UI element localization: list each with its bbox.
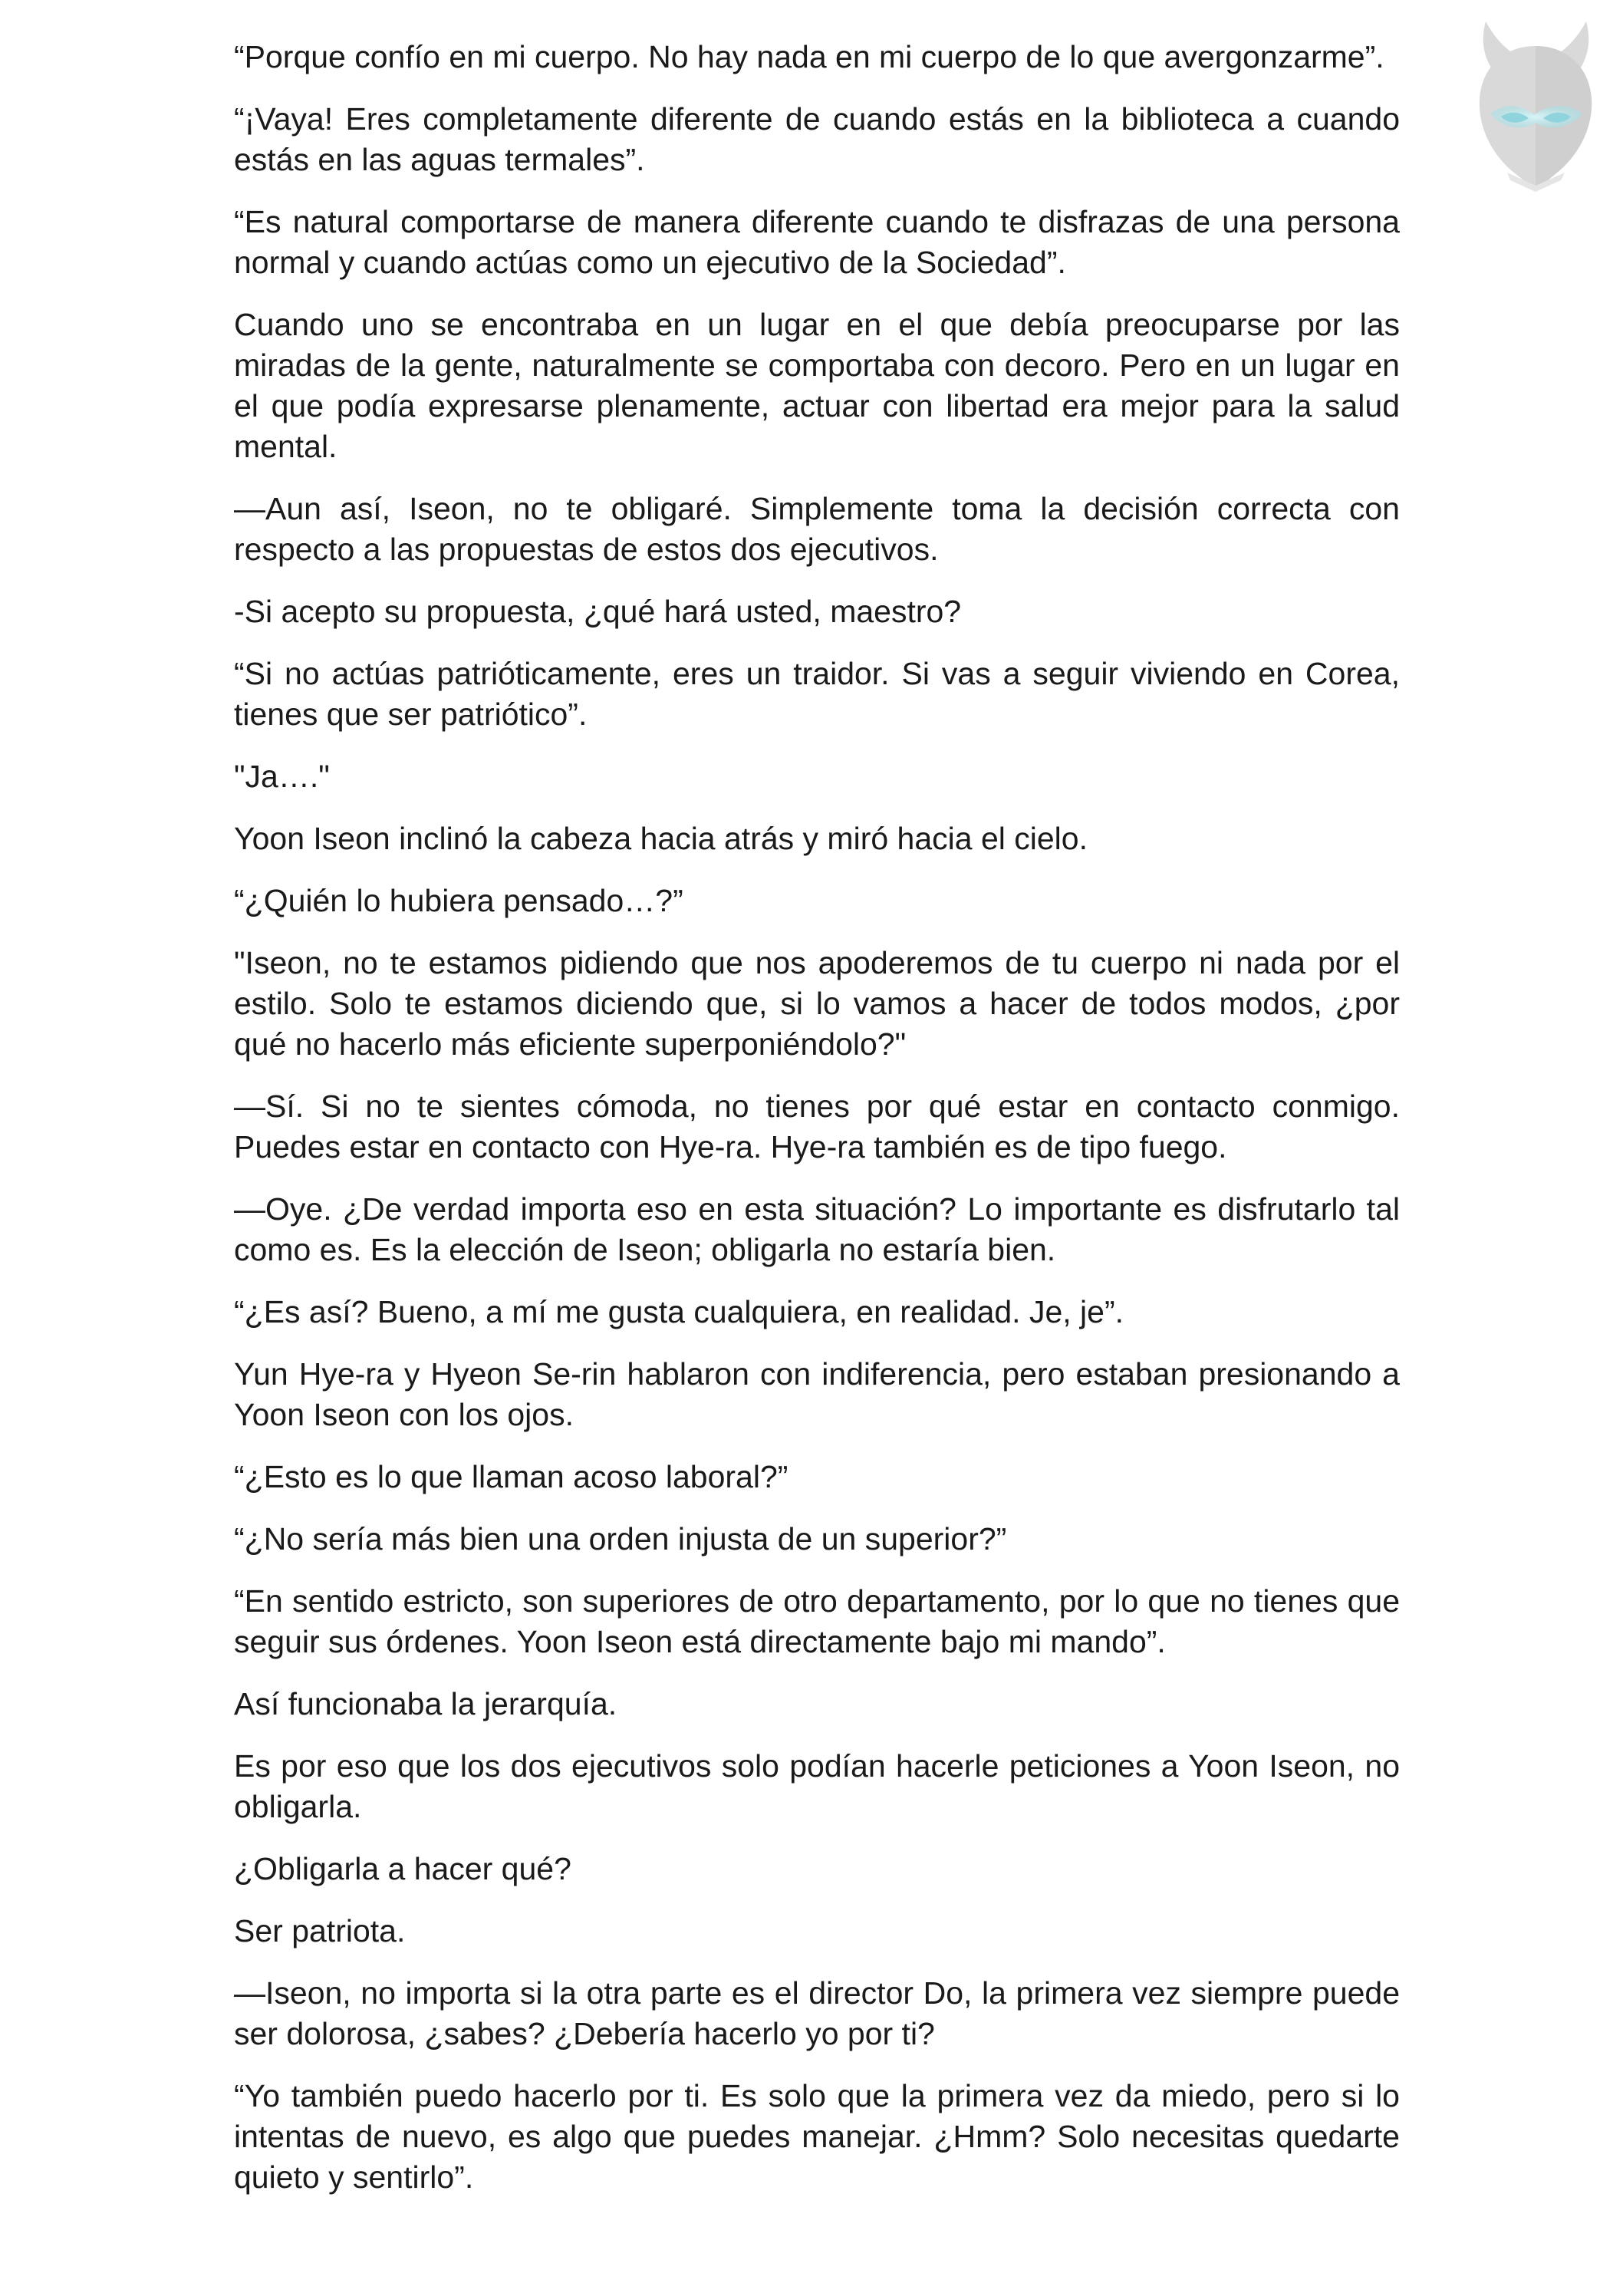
paragraph: Así funcionaba la jerarquía.	[234, 1686, 617, 1721]
paragraph: “¡Vaya! Eres completamente diferente de cuando estás en la biblioteca a cuando estás en las aguas termales”.	[234, 101, 1400, 177]
paragraph: —Aun así, Iseon, no te obligaré. Simplemente toma la decisión correcta con respecto a las propuestas de estos dos ejecutivos.	[234, 491, 1400, 567]
paragraph: “¿Esto es lo que llaman acoso laboral?”	[234, 1459, 788, 1494]
paragraph: —Oye. ¿De verdad importa eso en esta situación? Lo importante es disfrutarlo tal como es. Es la elección de Iseon; obligarla no estaría bien.	[234, 1191, 1400, 1267]
paragraph: “Es natural comportarse de manera diferente cuando te disfrazas de una persona normal y cuando actúas como un ejecutivo de la Sociedad”.	[234, 204, 1400, 280]
paragraph: “Yo también puedo hacerlo por ti. Es solo que la primera vez da miedo, pero si lo intentas de nuevo, es algo que puedes manejar. ¿Hmm? Solo necesitas quedarte quieto y sentirlo”.	[234, 2078, 1400, 2195]
paragraph: “¿No sería más bien una orden injusta de un superior?”	[234, 1521, 1007, 1556]
paragraph: Es por eso que los dos ejecutivos solo podían hacerle peticiones a Yoon Iseon, no obligarla.	[234, 1748, 1400, 1824]
document-body	[234, 37, 1400, 2219]
paragraph: —Iseon, no importa si la otra parte es el director Do, la primera vez siempre puede ser dolorosa, ¿sabes? ¿Debería hacerlo yo por ti?	[234, 1975, 1400, 2051]
paragraph: Yun Hye-ra y Hyeon Se-rin hablaron con indiferencia, pero estaban presionando a Yoon Iseon con los ojos.	[234, 1356, 1400, 1432]
paragraph: Yoon Iseon inclinó la cabeza hacia atrás y miró hacia el cielo.	[234, 821, 1088, 856]
paragraph: —Sí. Si no te sientes cómoda, no tienes por qué estar en contacto conmigo. Puedes estar en contacto con Hye-ra. Hye-ra también es de tipo fuego.	[234, 1089, 1400, 1164]
paragraph: “En sentido estricto, son superiores de otro departamento, por lo que no tienes que seguir sus órdenes. Yoon Iseon está directamente bajo mi mando”.	[234, 1583, 1400, 1659]
paragraph: "Ja…."	[234, 759, 330, 794]
paragraph: Cuando uno se encontraba en un lugar en el que debía preocuparse por las miradas de la gente, naturalmente se comportaba con decoro. Pero en un lugar en el que podía expresarse plenamente, actuar con libertad era mejor para la salud mental.	[234, 307, 1400, 464]
paragraph: “¿Es así? Bueno, a mí me gusta cualquiera, en realidad. Je, je”.	[234, 1294, 1124, 1329]
paragraph: “Porque confío en mi cuerpo. No hay nada en mi cuerpo de lo que avergonzarme”.	[234, 39, 1384, 74]
paragraph: “¿Quién lo hubiera pensado…?”	[234, 883, 683, 918]
paragraph: ¿Obligarla a hacer qué?	[234, 1851, 571, 1886]
paragraph: “Si no actúas patrióticamente, eres un traidor. Si vas a seguir viviendo en Corea, tienes que ser patriótico”.	[234, 656, 1400, 732]
paragraph: Ser patriota.	[234, 1913, 406, 1948]
paragraph: -Si acepto su propuesta, ¿qué hará usted, maestro?	[234, 594, 962, 629]
paragraph: "Iseon, no te estamos pidiendo que nos apoderemos de tu cuerpo ni nada por el estilo. Solo te estamos diciendo que, si lo vamos a hacer de todos modos, ¿por qué no hacerlo más eficiente superponiéndolo?"	[234, 945, 1400, 1062]
demon-head-logo-icon	[1461, 15, 1611, 192]
